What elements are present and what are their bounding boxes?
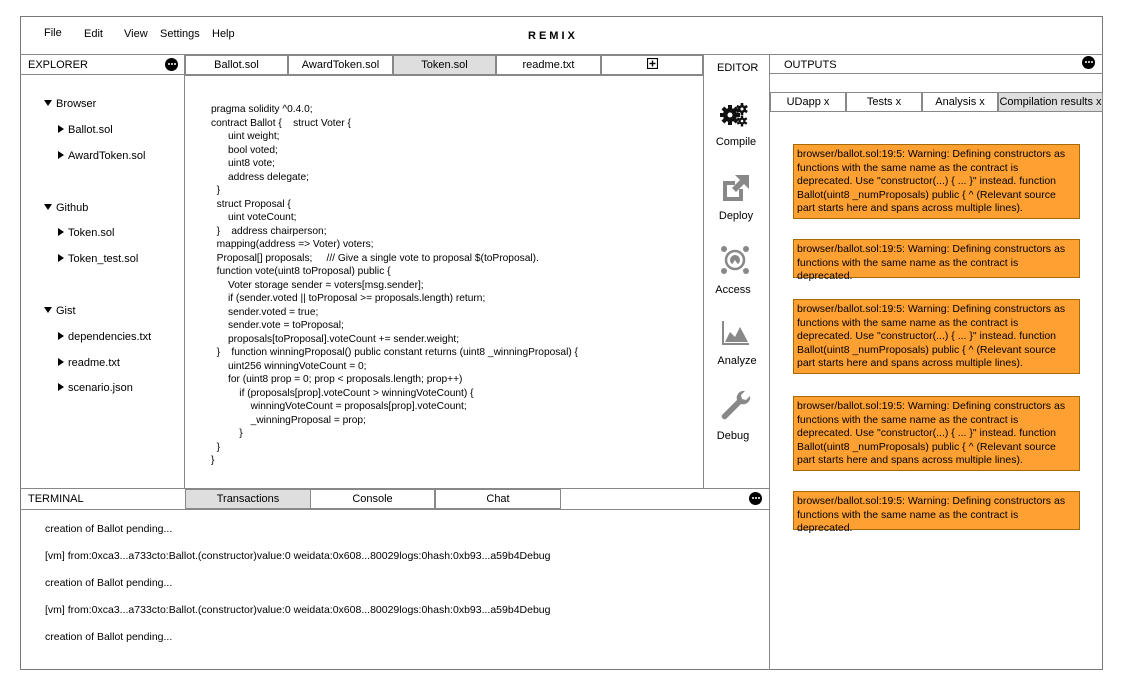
code-line: for (uint8 prop = 0; prop < proposals.length; prop++) xyxy=(211,374,463,385)
terminal-tab-chat[interactable]: Chat xyxy=(435,489,561,509)
code-line: struct Proposal { xyxy=(211,198,291,210)
outputs-tab-compilation[interactable]: Compilation results x xyxy=(998,92,1103,112)
explorer-header-divider xyxy=(20,74,185,75)
code-line: } xyxy=(211,441,221,453)
code-line: uint8 vote; xyxy=(211,158,275,169)
terminal-header-divider xyxy=(20,509,770,510)
analyze-label: Analyze xyxy=(717,355,757,367)
code-line: Proposal[] proposals; /// Give a single vote to proposal $(toProposal). xyxy=(211,252,539,264)
code-line: uint voteCount; xyxy=(211,212,297,223)
tree-file[interactable]: Ballot.sol xyxy=(58,124,113,136)
code-line: sender.voted = true; xyxy=(211,306,319,318)
code-line: } xyxy=(211,185,221,196)
code-line: pragma solidity ^0.4.0; xyxy=(211,104,313,115)
analyze-button[interactable] xyxy=(719,317,751,352)
code-line: function vote(uint8 toProposal) public { xyxy=(211,266,391,277)
area-chart-icon xyxy=(719,317,751,349)
code-line: sender.vote = toProposal; xyxy=(211,320,344,331)
outputs-title: OUTPUTS xyxy=(784,59,837,71)
code-line: winningVoteCount = proposals[prop].voteCount; xyxy=(211,401,467,412)
tree-file[interactable]: scenario.json xyxy=(58,382,133,394)
terminal-line: [vm] from:0xca3...a733cto:Ballot.(constructor)value:0 weidata:0x608...80029logs:0hash:0xb93...a59b4Debug xyxy=(45,604,551,616)
sidebar-title: EDITOR xyxy=(717,62,759,74)
code-line: proposals[toProposal].voteCount += sender.weight; xyxy=(211,333,460,345)
outputs-menu-icon[interactable] xyxy=(1082,56,1095,69)
deploy-label: Deploy xyxy=(718,210,754,222)
editor-tab-ballot[interactable]: Ballot.sol xyxy=(185,55,288,75)
explorer-menu-icon[interactable] xyxy=(165,58,178,71)
tree-folder-gist[interactable]: Gist xyxy=(44,305,76,317)
tree-folder-browser[interactable]: Browser xyxy=(44,98,96,110)
code-editor[interactable] xyxy=(185,76,703,488)
editor-tab-token[interactable]: Token.sol xyxy=(393,55,496,75)
code-line: uint weight; xyxy=(211,131,280,142)
editor-tab-readme[interactable]: readme.txt xyxy=(496,55,601,75)
code-line: address delegate; xyxy=(211,171,309,183)
outputs-tab-udapp[interactable]: UDapp x xyxy=(770,92,846,112)
code-line: } xyxy=(211,428,243,439)
plus-square-icon xyxy=(647,58,658,69)
warning-message: browser/ballot.sol:19:5: Warning: Defining constructors as functions with the same name as the contract is deprecated. xyxy=(793,491,1080,530)
editor-tab-awardtoken[interactable]: AwardToken.sol xyxy=(288,55,393,75)
tree-file[interactable]: Token_test.sol xyxy=(58,253,138,265)
debug-label: Debug xyxy=(716,430,750,442)
outputs-tab-analysis[interactable]: Analysis x xyxy=(922,92,998,112)
compile-label: Compile xyxy=(715,136,757,148)
outputs-header-divider xyxy=(769,73,1103,74)
menu-settings[interactable]: Settings xyxy=(160,28,200,40)
terminal-menu-icon[interactable] xyxy=(749,492,762,505)
warning-message: browser/ballot.sol:19:5: Warning: Defining constructors as functions with the same name as the contract is deprecated. xyxy=(793,239,1080,278)
deploy-button[interactable] xyxy=(719,173,751,208)
terminal-line: creation of Ballot pending... xyxy=(45,631,173,643)
warning-message: browser/ballot.sol:19:5: Warning: Defining constructors as functions with the same name as the contract is deprecated. Use "constructor(...) { ... }" instead. function Ballot(uint8 _numProposals) public { ^ (Relevant source part starts here and spans across multiple lines). xyxy=(793,299,1080,374)
terminal-title: TERMINAL xyxy=(28,493,84,505)
menu-view[interactable]: View xyxy=(124,28,148,40)
explorer-title: EXPLORER xyxy=(28,59,88,71)
menu-file[interactable]: File xyxy=(44,27,62,39)
terminal-line: creation of Ballot pending... xyxy=(45,577,173,589)
terminal-tab-transactions[interactable]: Transactions xyxy=(185,489,311,509)
terminal-line: creation of Ballot pending... xyxy=(45,523,173,535)
menu-edit[interactable]: Edit xyxy=(84,28,103,40)
code-line: contract Ballot { struct Voter { xyxy=(211,117,351,129)
outputs-tab-tests[interactable]: Tests x xyxy=(846,92,922,112)
wrench-icon xyxy=(719,389,751,421)
menu-help[interactable]: Help xyxy=(212,28,235,40)
add-tab-button[interactable] xyxy=(601,55,703,75)
code-line: } xyxy=(211,455,215,466)
external-link-icon xyxy=(719,173,751,205)
tree-file[interactable]: Token.sol xyxy=(58,227,114,239)
access-button[interactable] xyxy=(719,244,751,279)
warning-message: browser/ballot.sol:19:5: Warning: Defining constructors as functions with the same name as the contract is deprecated. Use "constructor(...) { ... }" instead. function Ballot(uint8 _numProposals) public { ^ (Relevant source part starts here and spans across multiple lines). xyxy=(793,396,1080,471)
code-line: if (proposals[prop].voteCount > winningVoteCount) { xyxy=(211,387,474,399)
debug-button[interactable] xyxy=(719,389,751,424)
code-line: uint256 winningVoteCount = 0; xyxy=(211,360,367,372)
code-line: _winningProposal = prop; xyxy=(211,414,366,426)
compile-button[interactable] xyxy=(718,100,750,135)
access-label: Access xyxy=(715,284,751,296)
access-icon xyxy=(719,244,751,276)
terminal-line: [vm] from:0xca3...a733cto:Ballot.(constructor)value:0 weidata:0x608...80029logs:0hash:0xb93...a59b4Debug xyxy=(45,550,551,562)
terminal-tab-console[interactable]: Console xyxy=(310,489,435,509)
tree-folder-github[interactable]: Github xyxy=(44,202,88,214)
warning-message: browser/ballot.sol:19:5: Warning: Defining constructors as functions with the same name as the contract is deprecated. Use "constructor(...) { ... }" instead. function Ballot(uint8 _numProposals) public { ^ (Relevant source part starts here and spans across multiple lines). xyxy=(793,144,1080,219)
tree-file[interactable]: AwardToken.sol xyxy=(58,150,145,162)
code-line: Voter storage sender = voters[msg.sender]; xyxy=(211,279,424,291)
tree-file[interactable]: dependencies.txt xyxy=(58,331,151,343)
app-title: REMIX xyxy=(528,30,578,42)
sidebar-left-divider xyxy=(703,54,704,488)
code-line: } function winningProposal() public constant returns (uint8 _winningProposal) { xyxy=(211,347,578,358)
gears-icon xyxy=(718,100,750,132)
outputs-left-divider xyxy=(769,54,770,670)
code-line: if (sender.voted || toProposal >= proposals.length) return; xyxy=(211,293,486,304)
tree-file[interactable]: readme.txt xyxy=(58,357,120,369)
code-line: mapping(address => Voter) voters; xyxy=(211,239,374,250)
code-line: } address chairperson; xyxy=(211,225,327,237)
code-line: bool voted; xyxy=(211,144,278,156)
